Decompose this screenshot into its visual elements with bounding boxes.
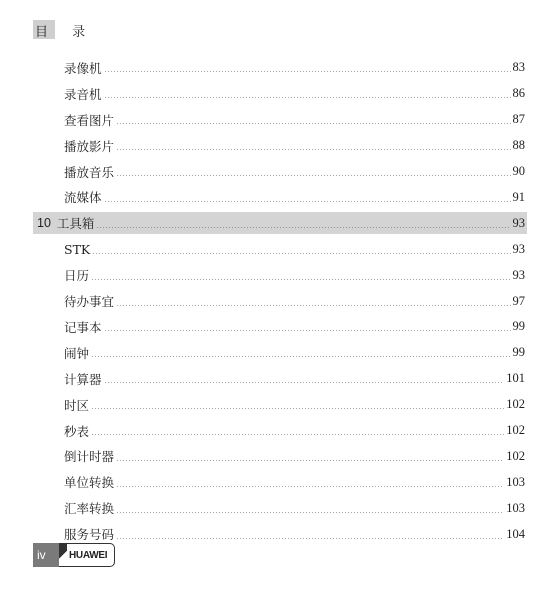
toc-page-number: 104 (506, 526, 525, 541)
toc-row[interactable] (0, 392, 558, 418)
toc-entry-title: 时区 (64, 397, 90, 413)
toc-row[interactable] (0, 262, 558, 288)
toc-row[interactable] (0, 133, 558, 159)
toc-entry-title: 秒表 (64, 423, 90, 439)
chapter-number: 10 (37, 216, 51, 231)
toc-entry-title: 播放影片 (64, 138, 115, 154)
dot-leader (104, 382, 505, 383)
toc-row[interactable] (0, 107, 558, 133)
dot-leader (104, 97, 511, 98)
toc-page-number: 87 (512, 112, 525, 127)
toc-entry-title: 单位转换 (64, 475, 115, 491)
toc-row[interactable] (0, 469, 558, 495)
dot-leader (116, 486, 504, 487)
toc-page-number: 86 (512, 86, 525, 101)
toc-entry-title: 计算器 (64, 371, 102, 387)
page-footer (33, 543, 115, 567)
dot-leader (91, 434, 504, 435)
toc-entry-title: 服务号码 (64, 527, 115, 543)
toc-page-number: 102 (506, 423, 525, 438)
toc-entry-title: 记事本 (64, 319, 102, 335)
dot-leader (104, 330, 511, 331)
toc-page-number: 97 (512, 293, 525, 308)
toc-page-number: 83 (512, 60, 525, 75)
dot-leader (96, 227, 510, 228)
page-number-roman: iv (33, 543, 59, 567)
toc-page-number: 88 (512, 138, 525, 153)
dot-leader (104, 71, 511, 72)
toc-row[interactable] (0, 184, 558, 210)
dot-leader (116, 175, 510, 176)
toc-row[interactable] (0, 366, 558, 392)
dot-leader (91, 279, 510, 280)
toc-entry-title: 闹钟 (64, 345, 90, 361)
toc-entry-title: STK (64, 241, 91, 257)
dot-leader (92, 253, 510, 254)
dot-leader (91, 408, 504, 409)
toc-row[interactable] (0, 236, 558, 262)
brand-name: HUAWEI (69, 549, 108, 561)
toc-page-number: 103 (506, 474, 525, 489)
dot-leader (116, 512, 504, 513)
toc-row[interactable] (0, 340, 558, 366)
toc-entry-title: 播放音乐 (64, 164, 115, 180)
toc-entry-title: 倒计时器 (64, 449, 115, 465)
toc-entry-title: 工具箱 (56, 216, 95, 232)
toc-row[interactable] (0, 418, 558, 444)
dot-leader (116, 149, 510, 150)
dot-leader (116, 538, 504, 539)
toc-page-number: 93 (512, 241, 525, 256)
toc-page-number: 99 (512, 345, 525, 360)
toc-page-number: 93 (512, 267, 525, 282)
toc-row[interactable] (0, 314, 558, 340)
toc-row[interactable] (0, 495, 558, 521)
toc-chapter-row[interactable] (33, 212, 527, 234)
dot-leader (116, 460, 504, 461)
dot-leader (116, 123, 510, 124)
toc-row[interactable] (0, 288, 558, 314)
dot-leader (116, 305, 510, 306)
dot-leader (104, 201, 511, 202)
toc-row[interactable] (0, 159, 558, 185)
toc-row[interactable] (0, 55, 558, 81)
toc-page-number: 91 (512, 189, 525, 204)
toc-page-number: 93 (512, 215, 525, 230)
toc-page-number: 102 (506, 397, 525, 412)
toc-entry-title: 录音机 (64, 86, 102, 102)
toc-entry-title: 待办事宜 (64, 294, 115, 310)
page-title: 目 录 (35, 25, 96, 40)
toc-row[interactable] (0, 443, 558, 469)
brand-logo (59, 543, 115, 567)
brand-mark-icon (59, 544, 67, 566)
toc-entry-title: 日历 (64, 268, 90, 284)
toc-page-number: 101 (506, 371, 525, 386)
toc-entry-title: 流媒体 (64, 190, 102, 206)
toc-entry-title: 查看图片 (64, 112, 115, 128)
table-of-contents (0, 55, 558, 547)
toc-entry-title: 录像机 (64, 60, 102, 76)
toc-entry-title: 汇率转换 (64, 501, 115, 517)
toc-row[interactable] (0, 81, 558, 107)
toc-page-number: 102 (506, 448, 525, 463)
toc-page-number: 99 (512, 319, 525, 334)
toc-page-number: 90 (512, 164, 525, 178)
dot-leader (91, 356, 510, 357)
toc-page-number: 103 (506, 500, 525, 515)
